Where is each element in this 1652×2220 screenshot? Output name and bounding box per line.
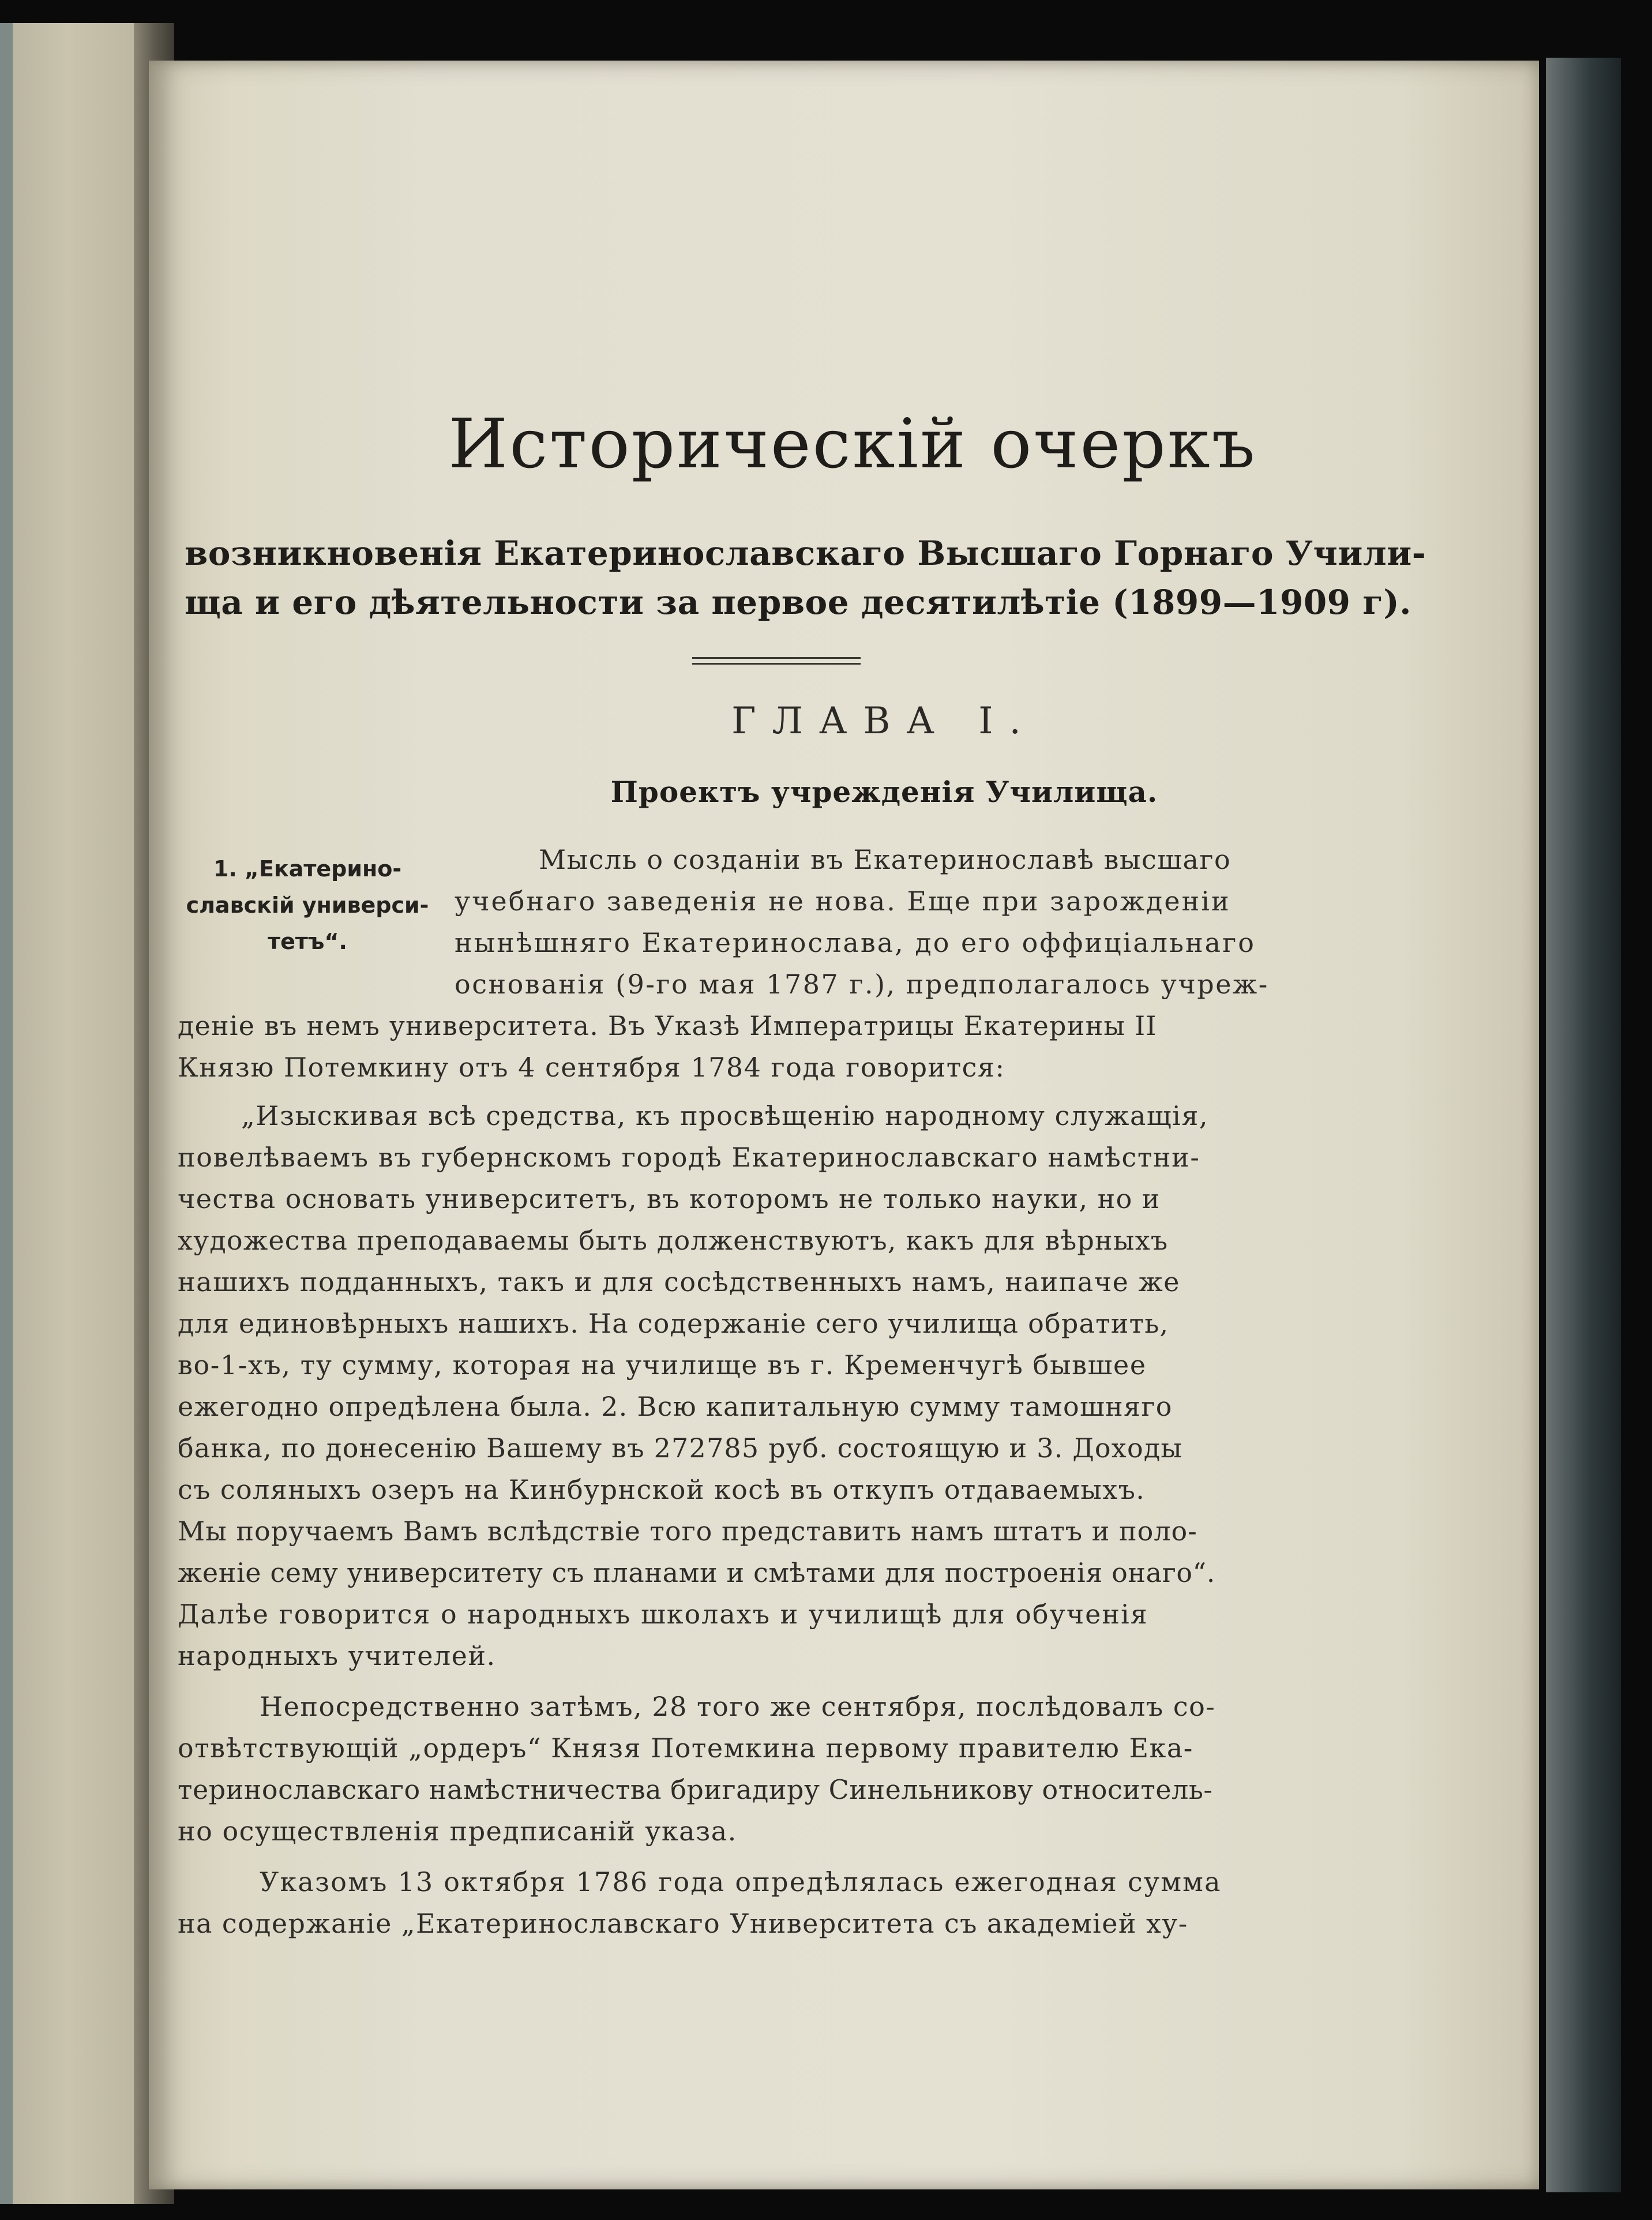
subtitle-line-1: возникновенія Екатеринославскаго Высшаго Горнаго Учили- (185, 534, 1426, 573)
body-line: „Изыскивая всѣ средства, къ просвѣщенію народному служащія, (241, 1100, 1208, 1131)
divider-rule-bottom (692, 663, 861, 665)
body-line: нынѣшняго Екатеринослава, до его оффиціальнаго (455, 927, 1256, 958)
body-line: основанія (9-го мая 1787 г.), предполагалось учреж- (455, 969, 1269, 1000)
margin-note: 1. „Екатерино-славскій универси-тетъ“. (186, 856, 429, 954)
body-line: для единовѣрныхъ нашихъ. На содержаніе сего училища обратить, (178, 1308, 1169, 1339)
book-cover-board (1546, 58, 1621, 2192)
subtitle-line-2: ща и его дѣятельности за первое десятилѣтіе (1899—1909 г). (185, 583, 1411, 622)
divider-rule-top (692, 657, 861, 659)
body-line: банка, по донесенію Вашему въ 272785 руб. состоящую и 3. Доходы (178, 1432, 1183, 1464)
body-line: съ соляныхъ озеръ на Кинбурнской косѣ въ откупъ отдаваемыхъ. (178, 1474, 1146, 1505)
body-line: ежегодно опредѣлена была. 2. Всю капитальную сумму тамошняго (178, 1391, 1173, 1422)
body-line: женіе сему университету съ планами и смѣтами для построенія онаго“. (178, 1557, 1216, 1588)
body-line: но осуществленія предписаній указа. (178, 1816, 737, 1847)
body-line: художества преподаваемы быть долженствуютъ, какъ для вѣрныхъ (178, 1225, 1169, 1256)
body-line: чества основать университетъ, въ которомъ не только науки, но и (178, 1183, 1161, 1214)
body-line: деніе въ немъ университета. Въ Указѣ Императрицы Екатерины II (178, 1010, 1157, 1041)
body-line: во-1-хъ, ту сумму, которая на училище въ г. Кременчугѣ бывшее (178, 1349, 1147, 1381)
body-line: нашихъ подданныхъ, такъ и для сосѣдственныхъ намъ, наипаче же (178, 1266, 1180, 1297)
body-line: на содержаніе „Екатеринославскаго Университета съ академіей ху- (178, 1908, 1188, 1939)
chapter-heading: ГЛАВА I. (731, 700, 1037, 742)
book-page (149, 61, 1539, 2189)
body-line: повелѣваемъ въ губернскомъ городѣ Екатеринославскаго намѣстни- (178, 1142, 1200, 1173)
body-line: Указомъ 13 октября 1786 года опредѣлялась ежегодная сумма (260, 1866, 1222, 1897)
left-binding-strip (0, 23, 13, 2204)
section-heading: Проектъ учрежденія Училища. (610, 775, 1158, 809)
body-line: теринославскаго намѣстничества бригадиру Синельникову относитель- (178, 1774, 1213, 1805)
body-line: Мысль о созданіи въ Екатеринославѣ высшаго (539, 844, 1232, 875)
body-line: отвѣтствующій „ордеръ“ Князя Потемкина первому правителю Ека- (178, 1732, 1193, 1764)
body-line: народныхъ учителей. (178, 1640, 496, 1671)
body-line: Далѣе говорится о народныхъ школахъ и училищѣ для обученія (178, 1599, 1148, 1630)
page-title: Историческій очеркъ (448, 404, 1257, 483)
body-line: Непосредственно затѣмъ, 28 того же сентября, послѣдовалъ со- (260, 1691, 1216, 1722)
body-line: Мы поручаемъ Вамъ вслѣдствіе того представить намъ штатъ и поло- (178, 1516, 1197, 1547)
body-line: Князю Потемкину отъ 4 сентября 1784 года говорится: (178, 1052, 1005, 1083)
body-line: учебнаго заведенія не нова. Еще при зарожденіи (455, 886, 1231, 917)
